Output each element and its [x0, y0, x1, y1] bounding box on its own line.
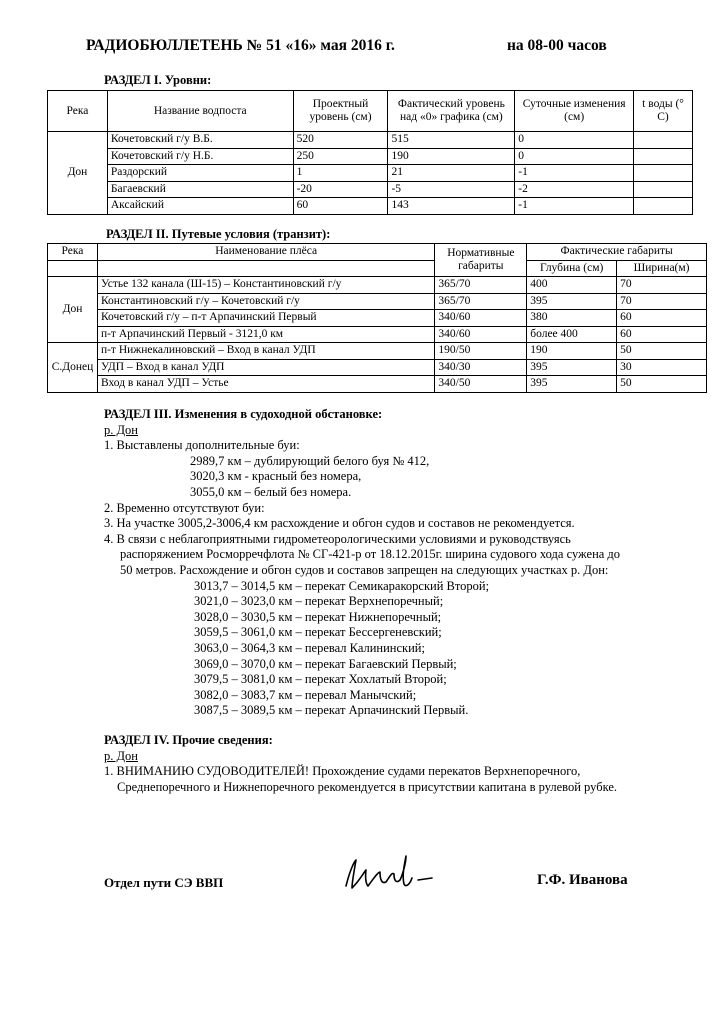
design-level: 250: [293, 148, 388, 165]
actual-width: 50: [617, 376, 707, 393]
actual-depth: 395: [527, 359, 617, 376]
design-level: 60: [293, 198, 388, 215]
water-temp: [634, 132, 693, 149]
table-row: [48, 132, 693, 149]
section4-river: р. Дон: [104, 748, 138, 763]
daily-change: -1: [515, 198, 634, 215]
transit-header-norm: Нормативные габариты: [435, 244, 527, 277]
post-name: Кочетовский г/у В.Б.: [107, 132, 293, 149]
section4-heading: РАЗДЕЛ IV. Прочие сведения:: [104, 733, 273, 747]
actual-depth: 395: [527, 376, 617, 393]
norm-dims: 365/70: [435, 293, 527, 310]
post-name: Аксайский: [107, 198, 293, 215]
transit-header-river: Река: [48, 244, 98, 261]
transit-header-row: [48, 244, 707, 261]
table-row: [48, 326, 707, 343]
levels-header-river: Река: [48, 91, 108, 132]
transit-header-width: Ширина(м): [617, 260, 707, 277]
levels-river-cell: Дон: [48, 132, 108, 215]
water-temp: [634, 148, 693, 165]
transit-header-fact: Фактические габариты: [527, 244, 707, 261]
handwritten-signature: [340, 850, 440, 900]
table-row: [48, 343, 707, 360]
section4: [104, 733, 617, 795]
restricted-section: 3028,0 – 3030,5 км – перекат Нижнепоречный;: [194, 609, 442, 624]
section4-line: Среднепоречного и Нижнепоречного рекомендуется в присутствии капитана в рулевой рубке.: [117, 779, 618, 794]
actual-level: 143: [388, 198, 515, 215]
restricted-section: 3013,7 – 3014,5 км – перекат Семикаракорский Второй;: [194, 578, 490, 593]
table-row: [48, 148, 693, 165]
restricted-section: 3069,0 – 3070,0 км – перекат Багаевский Первый;: [194, 656, 457, 671]
table-row: [48, 181, 693, 198]
reach-name: Устье 132 канала (Ш-15) – Константиновский г/у: [97, 277, 434, 294]
daily-change: 0: [515, 148, 634, 165]
reach-name: Вход в канал УДП – Устье: [97, 376, 434, 393]
restricted-section: 3063,0 – 3064,3 км – перевал Калининский;: [194, 640, 425, 655]
section3-heading: РАЗДЕЛ III. Изменения в судоходной обстановке:: [104, 407, 383, 421]
actual-width: 60: [617, 326, 707, 343]
reach-name: Кочетовский г/у – п-т Арпачинский Первый: [97, 310, 434, 327]
table-row: [48, 165, 693, 182]
section1-heading: РАЗДЕЛ I. Уровни:: [104, 73, 212, 87]
actual-depth: 395: [527, 293, 617, 310]
post-name: Кочетовский г/у Н.Б.: [107, 148, 293, 165]
actual-depth: 380: [527, 310, 617, 327]
reach-name: УДП – Вход в канал УДП: [97, 359, 434, 376]
department-label: Отдел пути СЭ ВВП: [104, 875, 224, 890]
actual-level: 21: [388, 165, 515, 182]
water-temp: [634, 198, 693, 215]
section3-item3: 3. На участке 3005,2-3006,4 км расхождение и обгон судов и составов не рекомендуется.: [104, 516, 575, 531]
design-level: -20: [293, 181, 388, 198]
norm-dims: 340/60: [435, 310, 527, 327]
reach-name: п-т Арпачинский Первый - 3121,0 км: [97, 326, 434, 343]
bulletin-title-time: на 08-00 часов: [507, 37, 607, 54]
section2-heading: РАЗДЕЛ II. Путевые условия (транзит):: [106, 227, 331, 241]
transit-river-cell: С.Донец: [48, 343, 98, 393]
actual-depth: более 400: [527, 326, 617, 343]
transit-header-name: Наименование плёса: [97, 244, 434, 261]
section3: [104, 407, 620, 719]
post-name: Раздорский: [107, 165, 293, 182]
restricted-section: 3021,0 – 3023,0 км – перекат Верхнепоречный;: [194, 594, 444, 609]
actual-width: 50: [617, 343, 707, 360]
section3-item4-line: распоряжением Росморречфлота № СГ-421-р от 18.12.2015г. ширина судового хода сужена до: [120, 547, 621, 562]
reach-name: Константиновский г/у – Кочетовский г/у: [97, 293, 434, 310]
table-row: [48, 293, 707, 310]
actual-width: 60: [617, 310, 707, 327]
section3-river: р. Дон: [104, 422, 138, 437]
actual-level: 190: [388, 148, 515, 165]
buoy-line: 2989,7 км – дублирующий белого буя № 412,: [190, 453, 430, 468]
water-temp: [634, 165, 693, 182]
actual-depth: 190: [527, 343, 617, 360]
section3-item2: 2. Временно отсутствуют буи:: [104, 500, 265, 515]
levels-header-row: [48, 91, 693, 132]
section3-item1: 1. Выставлены дополнительные буи:: [104, 438, 300, 453]
transit-subheader-row: [48, 260, 707, 277]
restricted-section: 3079,5 – 3081,0 км – перекат Хохлатый Второй;: [194, 672, 447, 687]
norm-dims: 365/70: [435, 277, 527, 294]
table-row: [48, 376, 707, 393]
restricted-section: 3087,5 – 3089,5 км – перекат Арпачинский Первый.: [194, 703, 469, 718]
water-temp: [634, 181, 693, 198]
table-row: [48, 198, 693, 215]
daily-change: 0: [515, 132, 634, 149]
levels-header-daily: Суточные изменения (см): [515, 91, 634, 132]
table-row: [48, 277, 707, 294]
table-row: [48, 359, 707, 376]
transit-header-blank: [97, 260, 434, 277]
bulletin-title: [86, 37, 666, 55]
levels-table: [47, 90, 693, 215]
table-row: [48, 310, 707, 327]
actual-width: 70: [617, 277, 707, 294]
section3-item4-line: 50 метров. Расхождение и обгон судов и составов запрещен на следующих участках р. Дон:: [120, 562, 609, 577]
signer-name: Г.Ф. Иванова: [537, 872, 628, 888]
transit-header-depth: Глубина (см): [527, 260, 617, 277]
norm-dims: 190/50: [435, 343, 527, 360]
daily-change: -1: [515, 165, 634, 182]
actual-depth: 400: [527, 277, 617, 294]
transit-river-cell: Дон: [48, 277, 98, 343]
levels-header-design: Проектный уровень (см): [293, 91, 388, 132]
buoy-line: 3020,3 км - красный без номера,: [190, 469, 362, 484]
design-level: 520: [293, 132, 388, 149]
restricted-section: 3082,0 – 3083,7 км – перевал Манычский;: [194, 687, 417, 702]
levels-header-actual: Фактический уровень над «0» графика (см): [388, 91, 515, 132]
daily-change: -2: [515, 181, 634, 198]
actual-level: -5: [388, 181, 515, 198]
reach-name: п-т Нижнекалиновский – Вход в канал УДП: [97, 343, 434, 360]
transit-header-blank: [48, 260, 98, 277]
actual-width: 30: [617, 359, 707, 376]
levels-header-temp: t воды (° С): [634, 91, 693, 132]
post-name: Багаевский: [107, 181, 293, 198]
levels-header-post: Название водпоста: [107, 91, 293, 132]
norm-dims: 340/50: [435, 376, 527, 393]
design-level: 1: [293, 165, 388, 182]
norm-dims: 340/60: [435, 326, 527, 343]
bulletin-title-number-date: РАДИОБЮЛЛЕТЕНЬ № 51 «16» мая 2016 г.: [86, 37, 395, 54]
section4-line: 1. ВНИМАНИЮ СУДОВОДИТЕЛЕЙ! Прохождение судами перекатов Верхнепоречного,: [104, 764, 581, 779]
actual-level: 515: [388, 132, 515, 149]
norm-dims: 340/30: [435, 359, 527, 376]
restricted-section: 3059,5 – 3061,0 км – перекат Бессергеневский;: [194, 625, 442, 640]
transit-table: [47, 243, 707, 393]
actual-width: 70: [617, 293, 707, 310]
buoy-line: 3055,0 км – белый без номера.: [190, 484, 352, 499]
section3-item4-line: 4. В связи с неблагоприятными гидрометеорологическими условиями и руководствуясь: [104, 531, 571, 546]
